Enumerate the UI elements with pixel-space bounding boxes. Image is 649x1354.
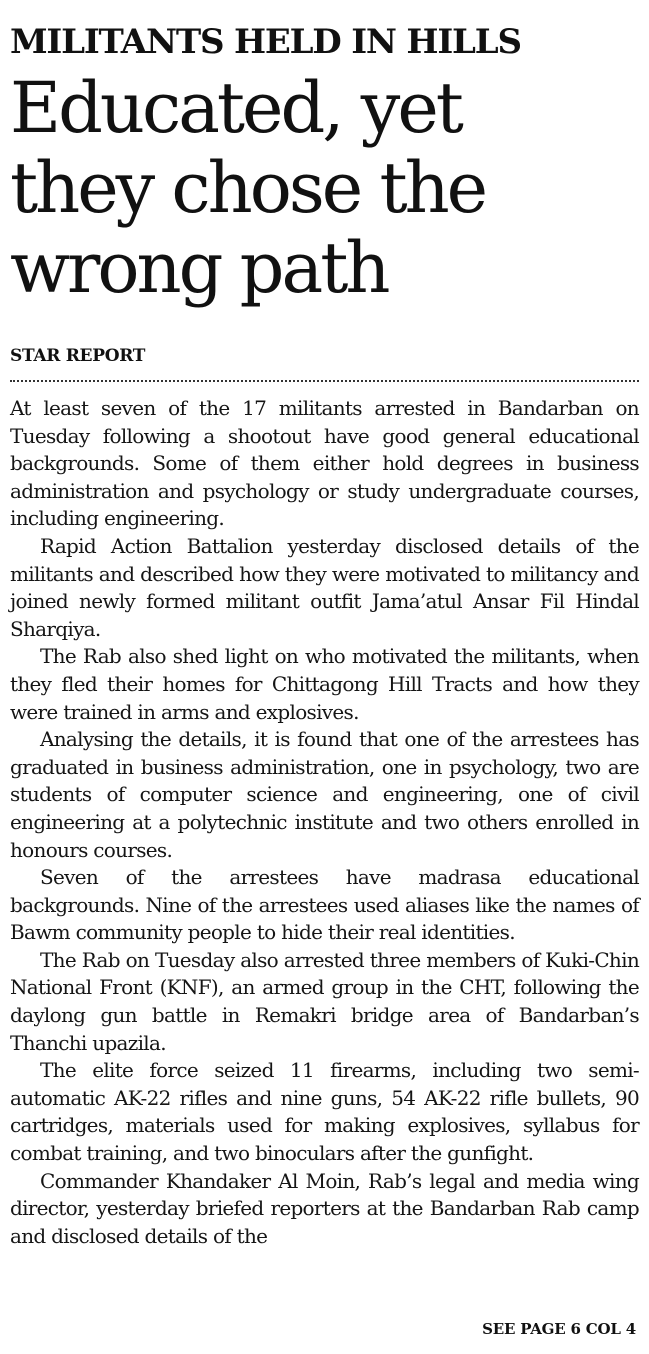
body-paragraph: At least seven of the 17 militants arrested in Bandarban on Tuesday following a shootout have good general educational backgrounds. Some of them either hold degrees in business administration and psychology or study undergraduate courses, including engineering. bbox=[10, 396, 639, 531]
body-paragraph: The elite force seized 11 firearms, including two semi-automatic AK-22 rifles and nine guns, 54 AK-22 rifle bullets, 90 cartridges, materials used for making explosives, syllabus for combat training, and two binoculars after the gunfight. bbox=[10, 1058, 639, 1166]
body-paragraph: The Rab on Tuesday also arrested three members of Kuki-Chin National Front (KNF), an armed group in the CHT, following the daylong gun battle in Remakri bridge area of Bandarban’s Thanchi upazila. bbox=[10, 947, 639, 1055]
dotted-divider bbox=[10, 380, 639, 382]
body-paragraph: Seven of the arrestees have madrasa educational backgrounds. Nine of the arrestees used aliases like the names of Bawm community people to hide their real identities. bbox=[10, 865, 639, 945]
body-paragraph: Rapid Action Battalion yesterday disclosed details of the militants and described how they were motivated to militancy and joined newly formed militant outfit Jama’atul Ansar Fil Hindal Sharqiya. bbox=[10, 533, 639, 641]
body-paragraph: Commander Khandaker Al Moin, Rab’s legal and media wing director, yesterday briefed reporters at the Bandarban Rab camp and disclosed details of the bbox=[10, 1168, 639, 1248]
headline-line: wrong path bbox=[10, 227, 388, 309]
article-kicker: MILITANTS HELD IN HILLS bbox=[10, 22, 521, 62]
article-headline bbox=[10, 68, 639, 308]
continuation-note: SEE PAGE 6 COL 4 bbox=[482, 1320, 636, 1338]
body-paragraph: Analysing the details, it is found that one of the arrestees has graduated in business administration, one in psychology, two are students of computer science and engineering, one of civil engineering at a polytechnic institute and two others enrolled in honours courses. bbox=[10, 727, 639, 862]
article bbox=[10, 0, 639, 1354]
headline-line: Educated, yet bbox=[10, 67, 461, 149]
headline-line: they chose the bbox=[10, 147, 486, 229]
article-body bbox=[10, 395, 639, 1250]
byline: STAR REPORT bbox=[10, 346, 146, 366]
body-paragraph: The Rab also shed light on who motivated the militants, when they fled their homes for Chittagong Hill Tracts and how they were trained in arms and explosives. bbox=[10, 644, 639, 724]
